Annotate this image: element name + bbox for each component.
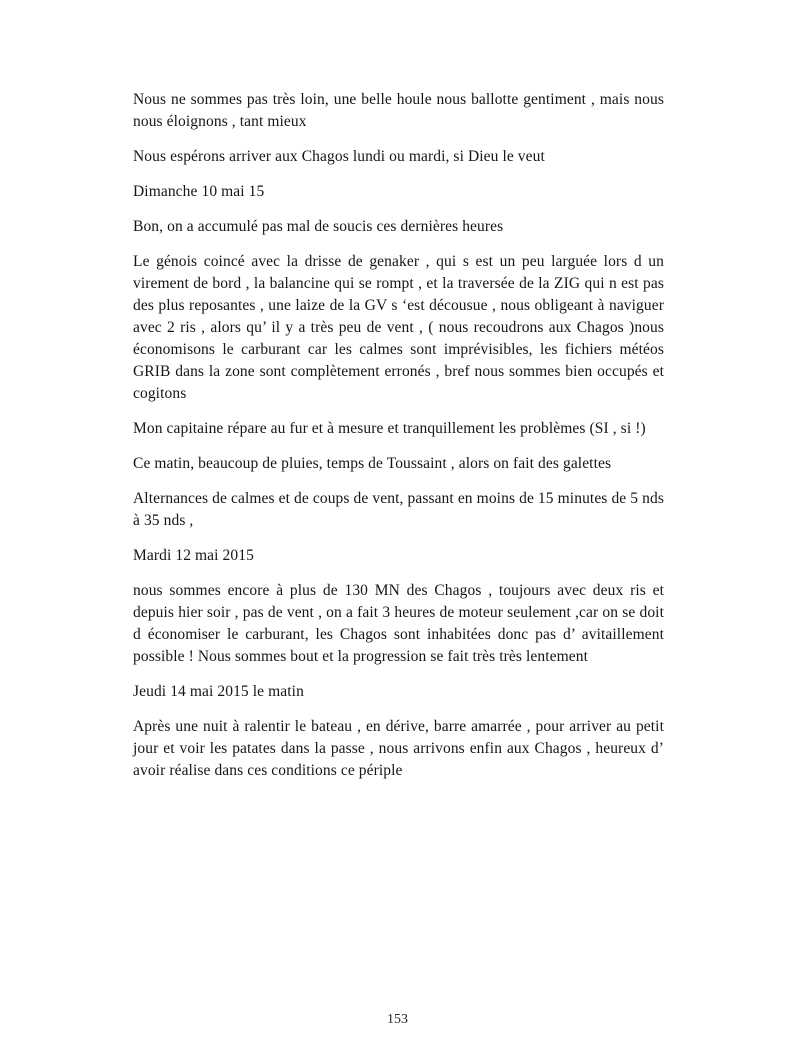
paragraph: Mon capitaine répare au fur et à mesure et tranquillement les problèmes (SI , si !) — [133, 420, 646, 437]
paragraph: Jeudi 14 mai 2015 le matin — [133, 683, 304, 700]
paragraph: Nous espérons arriver aux Chagos lundi ou mardi, si Dieu le veut — [133, 148, 545, 165]
paragraph: Après une nuit à ralentir le bateau , en dérive, barre amarrée , pour arriver au petit jour et voir les patates dans la passe , nous arrivons enfin aux Chagos , heureux d’ avoir réalise dans ces conditions ce périple — [133, 718, 664, 779]
paragraph: Dimanche 10 mai 15 — [133, 183, 265, 200]
paragraph: Alternances de calmes et de coups de vent, passant en moins de 15 minutes de 5 nds à 35 nds , — [133, 490, 664, 529]
paragraph: Bon, on a accumulé pas mal de soucis ces dernières heures — [133, 218, 504, 235]
paragraph: Le génois coincé avec la drisse de genaker , qui s est un peu larguée lors d un virement de bord , la balancine qui se rompt , et la traversée de la ZIG qui n est pas des plus reposantes , une laize de la GV s ‘est décousue , nous obligeant à naviguer avec 2 ris , alors qu’ il y a très peu de vent , ( nous recoudrons aux Chagos )nous économisons le carburant car les calmes sont imprévisibles, les fichiers météos GRIB dans la zone sont complètement erronés , bref nous sommes bien occupés et cogitons — [133, 253, 664, 402]
paragraph: nous sommes encore à plus de 130 MN des Chagos , toujours avec deux ris et depuis hier soir , pas de vent , on a fait 3 heures de moteur seulement ,car on se doit d économiser le carburant, les Chagos sont inhabitées donc pas d’ avitaillement possible ! Nous sommes bout et la progression se fait très très lentement — [133, 582, 664, 665]
text-block — [133, 89, 664, 795]
page-number: 153 — [387, 1012, 408, 1027]
paragraph: Mardi 12 mai 2015 — [133, 547, 254, 564]
paragraph: Ce matin, beaucoup de pluies, temps de Toussaint , alors on fait des galettes — [133, 455, 612, 472]
paragraph: Nous ne sommes pas très loin, une belle houle nous ballotte gentiment , mais nous nous éloignons , tant mieux — [133, 91, 664, 130]
